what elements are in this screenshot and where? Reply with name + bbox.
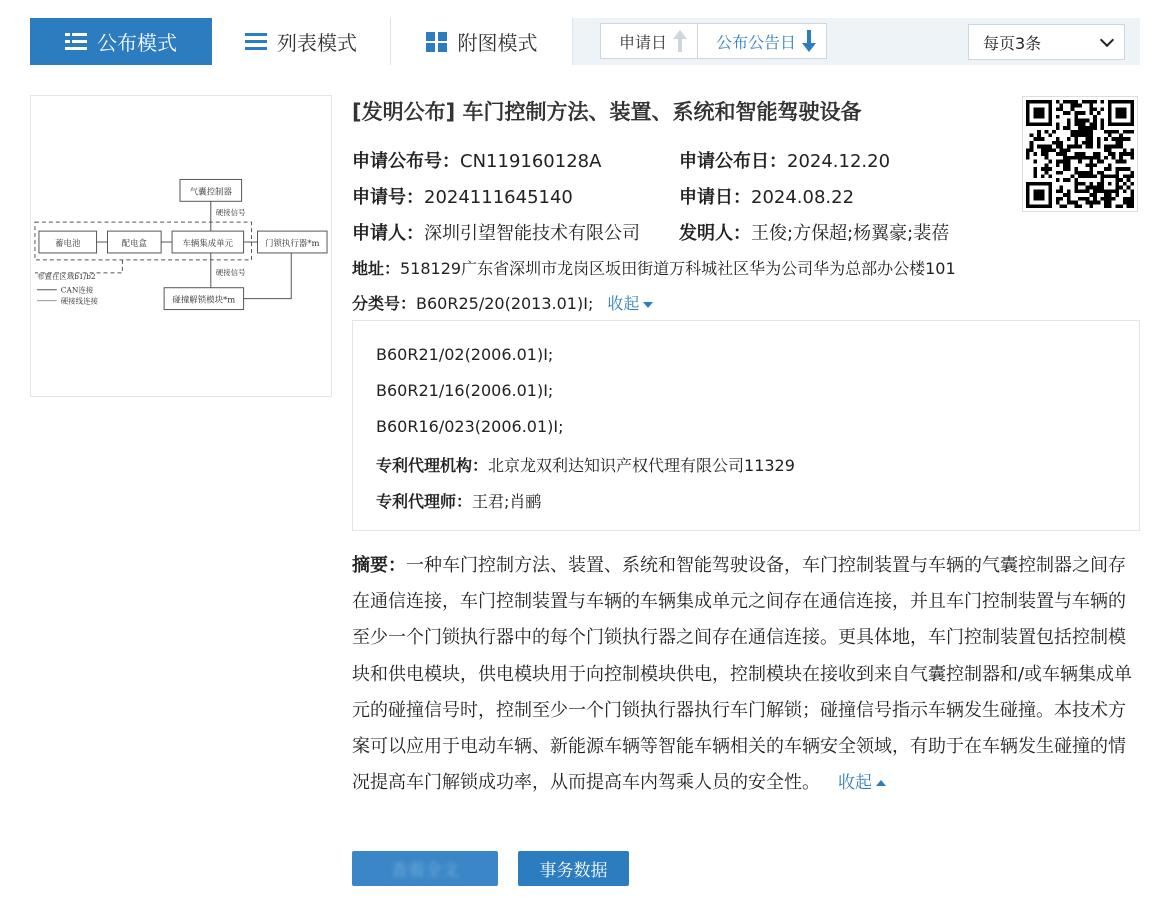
agency-field: 专利代理机构：北京龙双利达知识产权代理有限公司11329 — [376, 456, 795, 475]
per-page-value: 每页3条 — [983, 33, 1042, 53]
figure-box-airbag: 气囊控制器 — [189, 186, 232, 197]
qr-code — [1022, 96, 1138, 212]
figure-legend-can: CAN连接 — [60, 285, 94, 295]
application-date-field: 申请日：2024.08.22 — [679, 187, 855, 208]
collapse-classification-link[interactable]: 收起 — [607, 294, 653, 313]
application-date: 2024.08.22 — [751, 187, 855, 208]
agency: 北京龙双利达知识产权代理有限公司11329 — [488, 456, 795, 475]
list-icon — [245, 32, 267, 52]
tab-label: 附图模式 — [457, 31, 538, 55]
tab-label: 列表模式 — [277, 31, 357, 55]
publication-number-field: 申请公布号：CN119160128A — [352, 151, 602, 172]
applicant: 深圳引望智能技术有限公司 — [424, 223, 640, 244]
publication-date: 2024.12.20 — [787, 151, 891, 172]
figure-legend-hardwire: 硬接线连接 — [60, 296, 98, 306]
sort-by-application-date[interactable] — [601, 24, 697, 58]
figure-label-region: 布置在区域b1/b2 — [36, 271, 96, 281]
figure-label-hardwire: 硬接信号 — [215, 208, 246, 218]
caret-down-icon — [643, 302, 653, 308]
tab-figure-mode[interactable] — [391, 18, 573, 65]
application-number-field: 申请号：2024111645140 — [352, 187, 573, 208]
grid-icon — [426, 32, 448, 52]
collapse-abstract-link[interactable]: 收起 — [838, 773, 886, 793]
chevron-down-icon — [1100, 33, 1114, 47]
abstract-text: 一种车门控制方法、装置、系统和智能驾驶设备，车门控制装置与车辆的气囊控制器之间存在通信连接，车门控制装置与车辆的车辆集成单元之间存在通信连接，并且车门控制装置与车辆的至少一个门锁执行器中的每个门锁执行器之间存在通信连接。更具体地，车门控制装置包括控制模块和供电模块，供电模块用于向控制模块供电，控制模块在接收到来自气囊控制器和/或车辆集成单元的碰撞信号时，控制至少一个门锁执行器执行车门解锁；碰撞信号指示车辆发生碰撞。本技术方案可以应用于电动车辆、新能源车辆等智能车辆相关的车辆安全领域，有助于在车辆发生碰撞的情况提高车门解锁成功率，从而提高车内驾乘人员的安全性。 — [352, 555, 1133, 794]
inventor-field: 发明人：王俊;方保超;杨翼豪;裴蓓 — [679, 223, 950, 244]
arrow-down-icon — [802, 30, 816, 52]
address-field: 地址：518129广东省深圳市龙岗区坂田街道万科城社区华为公司华为总部办公楼101 — [352, 259, 956, 278]
tab-publish-mode[interactable] — [30, 18, 212, 65]
figure-box-integration-unit: 车辆集成单元 — [182, 238, 234, 248]
patent-figure[interactable] — [30, 95, 332, 397]
sort-by-publication-date[interactable] — [697, 24, 826, 58]
figure-box-door-lock: 门锁执行器*m — [265, 238, 320, 248]
publication-number: CN119160128A — [460, 151, 602, 172]
figure-box-battery: 蓄电池 — [55, 238, 81, 248]
applicant-field: 申请人：深圳引望智能技术有限公司 — [352, 223, 640, 244]
address: 518129广东省深圳市龙岗区坂田街道万科城社区华为公司华为总部办公楼101 — [400, 259, 956, 278]
arrow-up-icon — [673, 30, 687, 52]
figure-box-distribution: 配电盒 — [121, 238, 147, 248]
sort-group — [600, 23, 827, 59]
caret-up-icon — [876, 780, 886, 786]
mode-toolbar — [30, 18, 1140, 65]
inventor: 王俊;方保超;杨翼豪;裴蓓 — [751, 223, 950, 244]
list-view-icon — [65, 32, 87, 52]
abstract — [352, 548, 1142, 801]
transaction-data-button[interactable]: 事务数据 — [518, 851, 629, 886]
main-classification: B60R25/20(2013.01)I; — [416, 294, 594, 313]
qr-code-icon — [1026, 100, 1134, 208]
figure-box-unlock-module: 碰撞解锁模块*m — [172, 294, 236, 305]
sort-label: 申请日 — [619, 32, 668, 52]
classification-item: B60R21/02(2006.01)I; — [376, 345, 554, 364]
publication-date-field: 申请公布日：2024.12.20 — [679, 151, 891, 172]
per-page-select[interactable] — [968, 24, 1125, 60]
blurred-button[interactable]: 查看全文 — [352, 851, 498, 886]
sort-label: 公布公告日 — [716, 32, 797, 52]
figure-label-hardwire: 硬接信号 — [215, 267, 246, 277]
abstract-label: 摘要： — [352, 555, 406, 576]
classification-details — [352, 320, 1140, 531]
tab-label: 公布模式 — [97, 31, 177, 55]
application-number: 2024111645140 — [424, 187, 573, 208]
patent-diagram — [31, 96, 331, 396]
classification-item: B60R16/023(2006.01)I; — [376, 417, 564, 436]
agent-field: 专利代理师：王君;肖鹂 — [376, 492, 542, 511]
patent-title[interactable]: [发明公布] 车门控制方法、装置、系统和智能驾驶设备 — [352, 100, 862, 124]
tab-list-mode[interactable] — [212, 18, 391, 65]
agent: 王君;肖鹂 — [472, 492, 542, 511]
classification-field: 分类号：B60R25/20(2013.01)I; 收起 — [352, 291, 653, 314]
classification-item: B60R21/16(2006.01)I; — [376, 381, 554, 400]
